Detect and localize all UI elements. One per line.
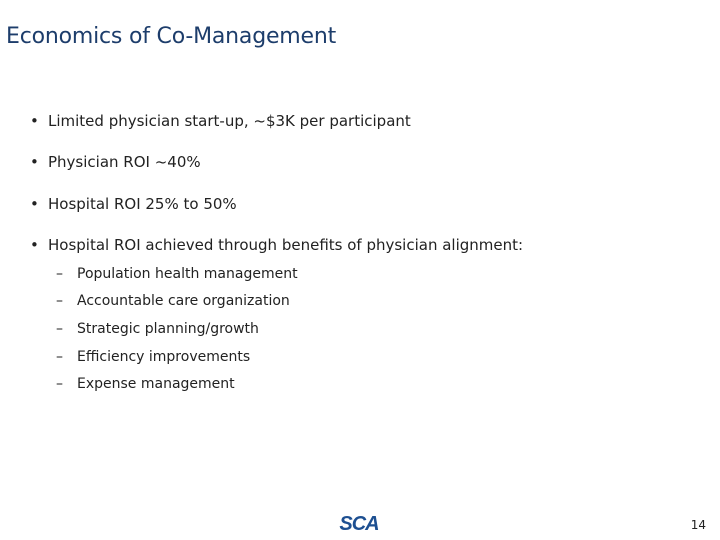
bullet-dot-icon: • — [30, 195, 39, 213]
page-number: 14 — [690, 518, 706, 532]
sub-bullet-text: Expense management — [77, 376, 235, 392]
dash-icon: – — [56, 266, 63, 282]
bullet-item — [30, 236, 523, 254]
sub-bullet-text: Population health management — [77, 266, 298, 282]
bullet-item — [30, 153, 201, 171]
sub-bullet-item — [56, 321, 259, 337]
dash-icon: – — [56, 376, 63, 392]
sub-bullet-item — [56, 376, 235, 392]
sub-bullet-item — [56, 293, 290, 309]
bullet-text: Limited physician start-up, ~$3K per participant — [48, 112, 411, 130]
dash-icon: – — [56, 349, 63, 365]
slide-title: Economics of Co-Management — [6, 24, 337, 49]
bullet-text: Hospital ROI 25% to 50% — [48, 195, 237, 213]
bullet-text: Physician ROI ~40% — [48, 153, 201, 171]
bullet-text: Hospital ROI achieved through benefits of physician alignment: — [48, 236, 524, 254]
sub-bullet-text: Efficiency improvements — [77, 349, 251, 365]
sca-logo — [332, 512, 386, 534]
sub-bullet-text: Strategic planning/growth — [77, 321, 259, 337]
dash-icon: – — [56, 293, 63, 309]
sca-logo-text: SCA — [339, 513, 379, 534]
sub-bullet-text: Accountable care organization — [77, 293, 290, 309]
bullet-item — [30, 195, 237, 213]
bullet-item — [30, 112, 411, 130]
sub-bullet-item — [56, 266, 298, 282]
sub-bullet-item — [56, 349, 250, 365]
bullet-dot-icon: • — [30, 112, 39, 130]
bullet-dot-icon: • — [30, 153, 39, 171]
dash-icon: – — [56, 321, 63, 337]
bullet-dot-icon: • — [30, 236, 39, 254]
